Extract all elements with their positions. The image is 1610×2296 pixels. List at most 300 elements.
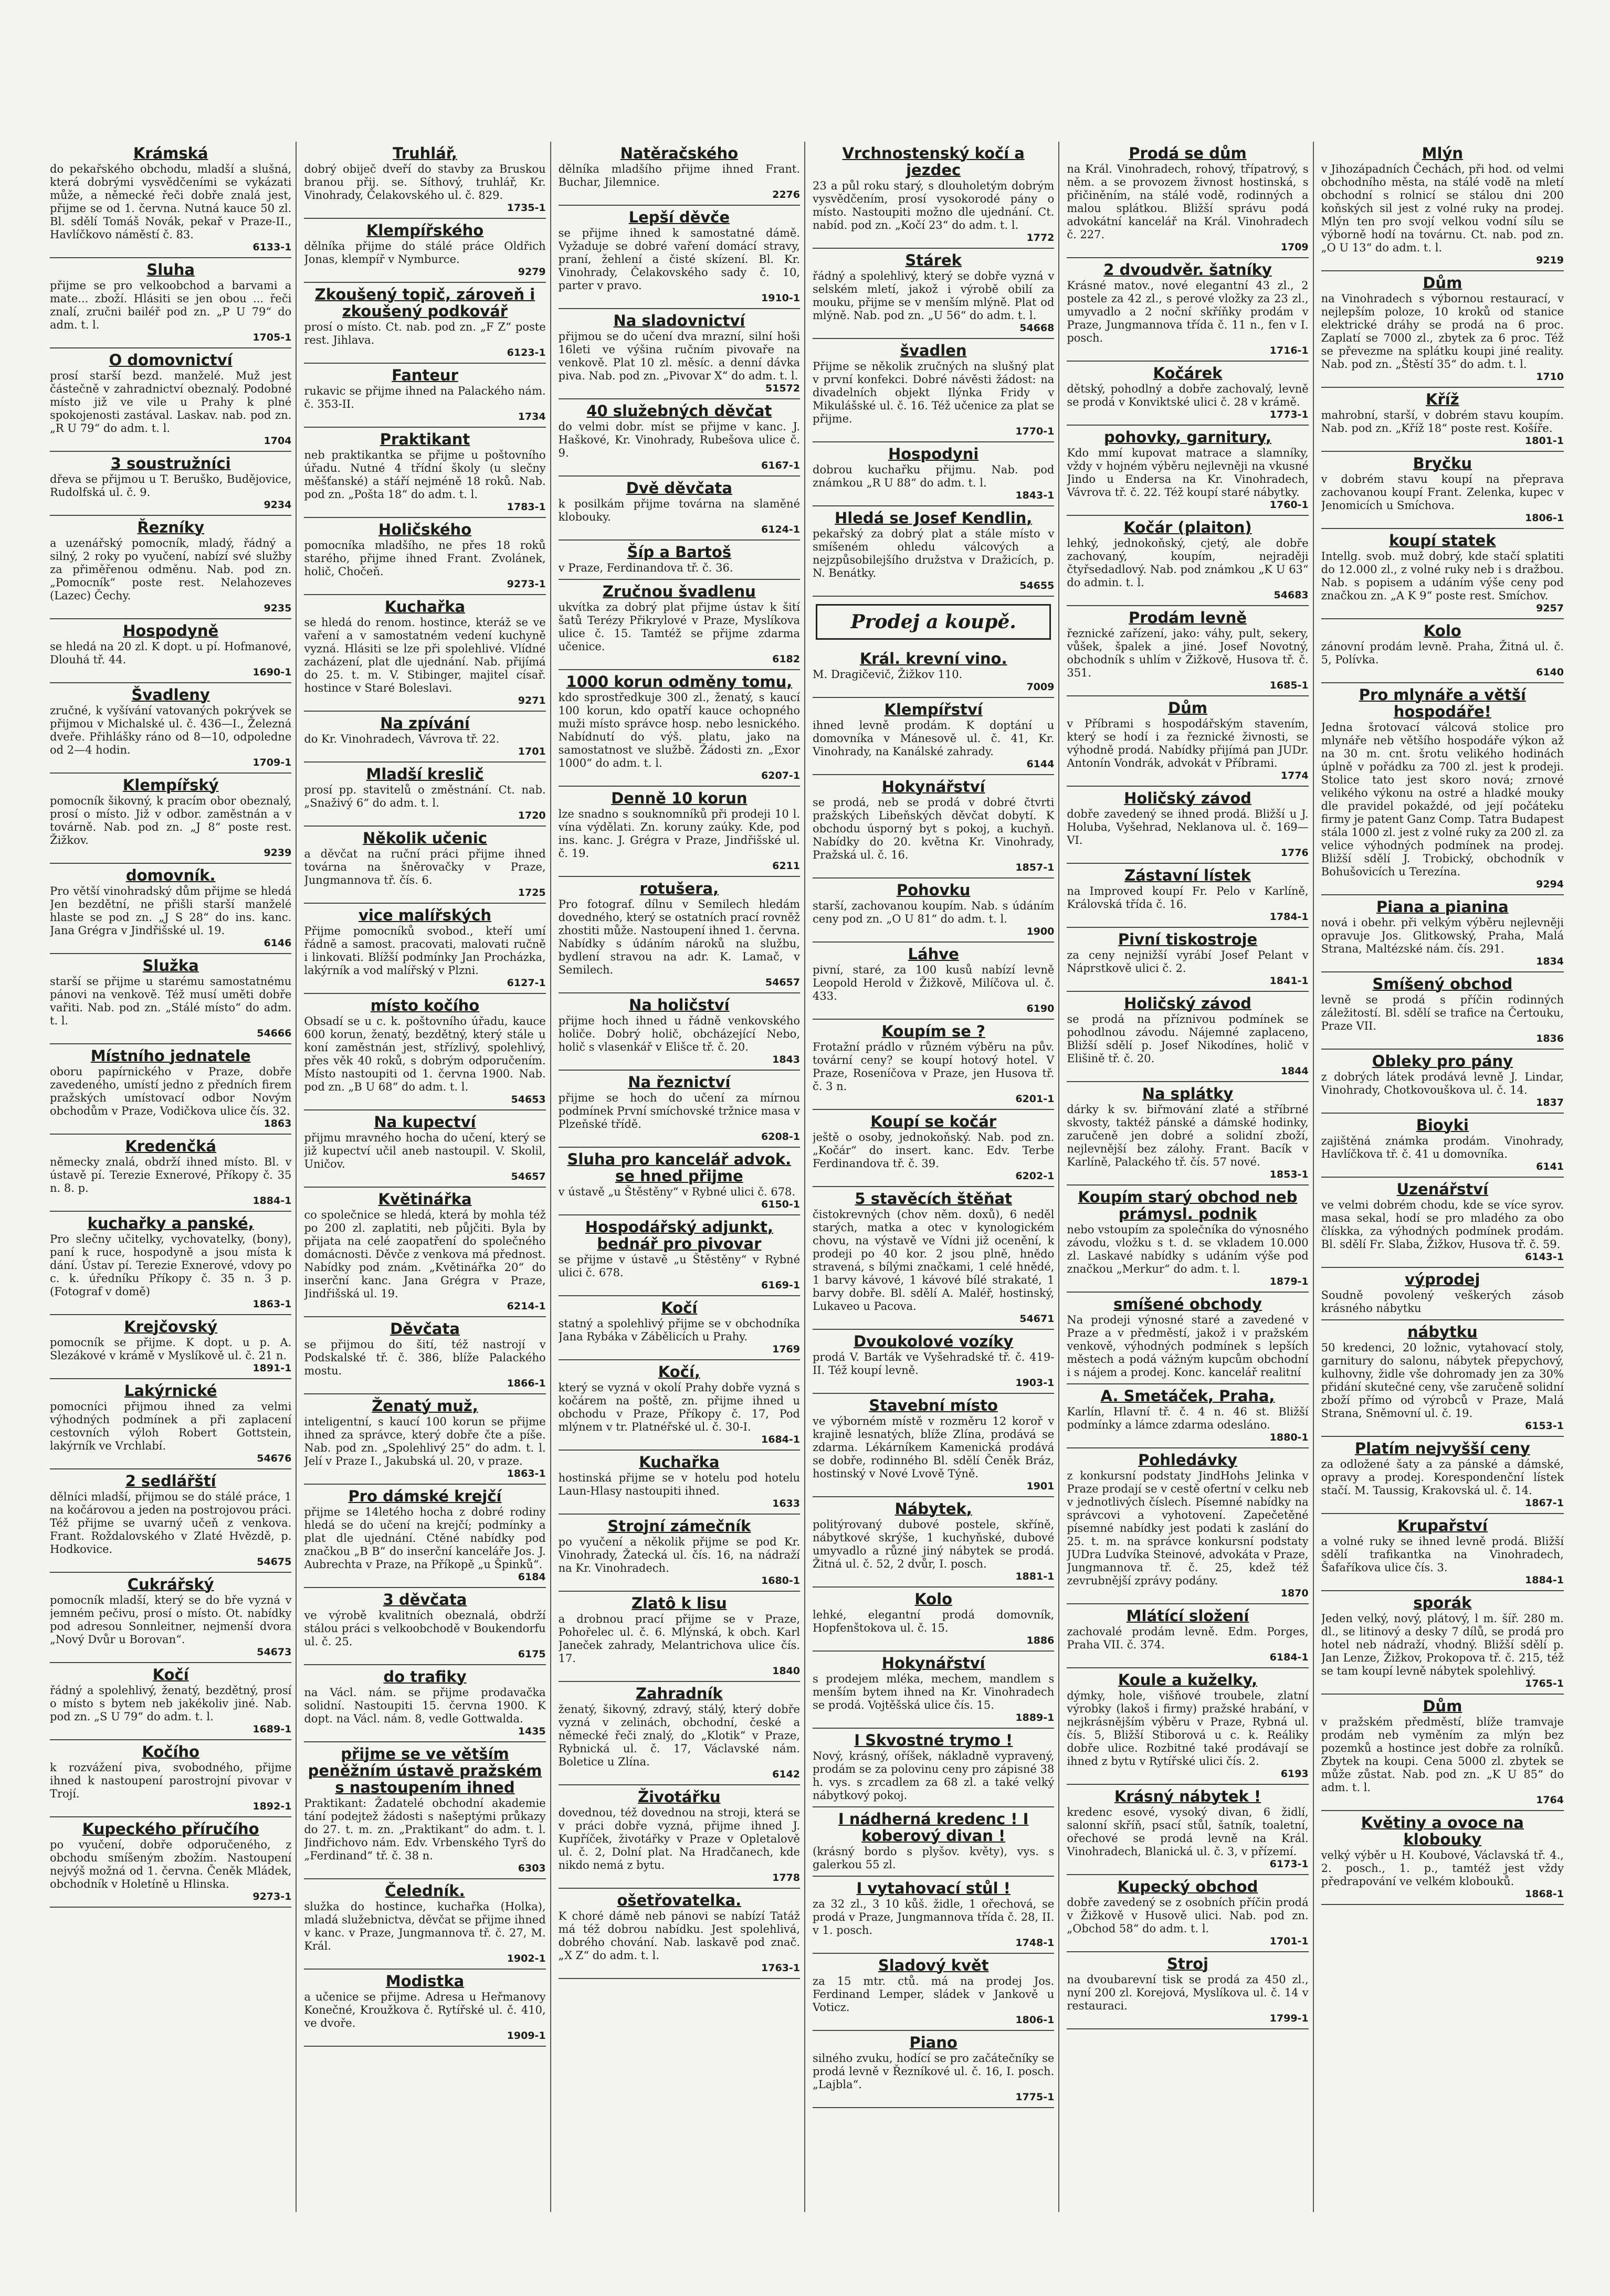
ad-reference-number: 6201-1 <box>1015 1093 1055 1105</box>
ad-reference-number: 1886 <box>1026 1635 1055 1646</box>
ad-text: oboru papírnického v Praze, dobře zavedeného, umístí jedno z předních firem pražských umístovací odbor Novým obchodům v Praze, Vodičkova ulice čís. 32. <box>50 1065 292 1117</box>
ad-heading: Uzenářství <box>1396 1180 1489 1198</box>
ad-heading: Kříž <box>1426 390 1459 408</box>
ad-heading: 3 děvčata <box>383 1591 467 1609</box>
ad-heading: výprodej <box>1405 1271 1480 1288</box>
classified-ad <box>813 698 1054 775</box>
ad-text: nová i obehr. při velkým výběru nejlevněji opravuje Jos. Glitkowský, Praha, Malá Strana, Maltézské nám. čís. 291. <box>1321 916 1564 955</box>
classified-ad <box>559 206 800 309</box>
ad-reference-number: 1680-1 <box>761 1575 800 1586</box>
ad-heading: Kredenčká <box>125 1137 216 1155</box>
ad-reference-number: 6207-1 <box>761 770 800 781</box>
ad-reference-number: 1889-1 <box>1015 1712 1055 1723</box>
classified-ad <box>304 994 545 1110</box>
ad-heading: Hledá se Josef Kendlin, <box>835 509 1033 527</box>
ad-text: lze snadno s souknomníků při prodeji 10 l. vína výdělati. Zn. koruny zaúky. Kde, pod ins. kanc. J. Grégra v Praze, Jindřišské ul. č. 19. <box>558 808 800 860</box>
ad-heading: Zkoušený topič, zároveň i zkoušený podkovář <box>314 285 535 320</box>
ad-heading: Kupeckého příručího <box>82 1820 259 1838</box>
ad-heading: Sluha pro kancelář advok. se hned přijme <box>567 1150 792 1185</box>
ad-heading: 1000 korun odměny tomu, <box>566 673 793 691</box>
ad-text: z konkursní podstaty JindHohs Jelinka v Praze prodají se v cestě ofertní v celku neb v jednotlivých číslech. Písemné nabídky na správcovi a vyhotovení. Zapečetěné písemné nabídky jest podati k zaslání do 25. t. m. na správce konkursní podstaty JUDra Ludvíka Steinové, advokáta v Praze, Jungmannova tř. č. 25, kdež též zevrubnější zprávy podány. <box>1067 1469 1309 1587</box>
ad-reference-number: 1760-1 <box>1269 499 1309 511</box>
ad-text: se přijme v ústavě „u Štěstěny“ v Rybné ulici č. 678. <box>558 1253 800 1279</box>
ad-text: pomocníka mladšího, ne přes 18 roků starého, přijme ihned Frant. Zvolánek, holič, Chočeň. <box>304 539 546 578</box>
ad-heading: Prodám levně <box>1129 609 1247 627</box>
ad-heading: 2 sedlářští <box>125 1472 216 1490</box>
classified-ad <box>304 1588 545 1665</box>
classified-ad <box>559 541 800 580</box>
ad-reference-number: 1690-1 <box>252 666 292 678</box>
ad-text: se prodá na příznivou podmínek se pohodlnou závodu. Nájemné zaplaceno, Bližší sdělí p. Josef Nikodínes, holič v Elišině tř. č. 20. <box>1067 1013 1309 1065</box>
ad-text: dobrý obiječ dveří do stavby za Bruskou branou přij. se. Síthový, truhlář, Kr. Vinohrady, Čelakovského ul. č. 829. <box>304 163 546 202</box>
ad-text: na Improved koupí Fr. Pelo v Karlíně, Královská třída č. 16. <box>1067 885 1309 911</box>
ad-reference-number: 6193 <box>1280 1768 1309 1780</box>
ad-heading: smíšené obchody <box>1113 1295 1262 1313</box>
ad-text: dělníka mladšího přijme ihned Frant. Buchar, Jilemnice. <box>558 163 800 188</box>
classified-ad <box>813 1729 1054 1807</box>
classified-ad <box>50 258 291 348</box>
classified-ad <box>1067 1293 1308 1384</box>
ad-text: pivní, staré, za 100 kusů nabízí levně Leopold Herold v Žižkově, Milíčova ul. č. 433. <box>813 964 1055 1002</box>
ad-reference-number: 1734 <box>518 411 546 422</box>
ad-reference-number: 1701-1 <box>1269 1935 1309 1947</box>
ad-heading: Koule a kuželky, <box>1118 1671 1258 1689</box>
ad-reference-number: 54655 <box>1019 580 1055 591</box>
ad-reference-number: 9273-1 <box>507 578 546 590</box>
ad-text: přijmu mravného hocha do učení, který se již kupectví učil aneb nastoupil. V. Skolil, Uničov. <box>304 1131 546 1170</box>
ad-heading: Vrchnostenský kočí a jezdec <box>842 144 1025 179</box>
ad-text: Na prodeji výnosné staré a zavedené v Praze a v předměstí, jakož i v pražském venkově, výhodných podmínek s lepších městech a podá vážným kupcům obchodní i s nájem a prodej. Konc. kancelář realitní <box>1067 1314 1309 1379</box>
ad-text: starší, zachovanou koupím. Nab. s údáním ceny pod zn. „O U 81“ do adm. t. l. <box>813 900 1055 925</box>
ad-heading: kuchařky a panské, <box>87 1214 254 1232</box>
ad-heading: Kolo <box>1423 622 1461 640</box>
ad-heading: Pivní tiskostroje <box>1118 930 1258 948</box>
ad-heading: Několik učenic <box>363 829 487 847</box>
ad-reference-number: 1776 <box>1280 847 1309 859</box>
ad-heading: Platím nejvyšší ceny <box>1354 1440 1530 1457</box>
classified-ad <box>1067 928 1308 992</box>
ad-reference-number: 6127-1 <box>507 977 546 989</box>
classified-ad <box>1067 696 1308 787</box>
ad-text: pomocník šikovný, k pracím obor obeznalý, prosí o místo. Již v odbor. zaměstnán a v továrně. Nab. pod zn. „J 8“ poste rest. Žižkov. <box>50 795 292 847</box>
ad-text: K choré dámě neb pánovi se nabízí Tatáž má též dobrou nabídku. Jest spolehlivá, dobrého chování. Nab. laskavě pod znač. „X Z“ do adm. t. l. <box>558 1910 800 1962</box>
ad-reference-number: 54666 <box>257 1028 292 1039</box>
ad-reference-number: 1774 <box>1280 770 1309 781</box>
ad-heading: Krámská <box>133 144 208 162</box>
classified-ad <box>1321 1178 1564 1268</box>
ad-heading: Koupí se kočár <box>870 1113 997 1130</box>
ad-heading: Kočí <box>152 1666 189 1684</box>
ad-text: Kdo mmí kupovat matrace a slamníky, vždy v hojném výběru nejlevněji na vkusné Jindo u Endersa na Kr. Vinohradech, Vávrova tř. č. 22. Též koupí staré nábytky. <box>1067 447 1309 499</box>
ad-heading: Hokynářství <box>881 778 985 796</box>
ad-reference-number: 1764 <box>1536 1794 1564 1806</box>
ad-heading: Krásný nábytek ! <box>1114 1787 1261 1805</box>
classified-ad <box>559 1592 800 1682</box>
classified-ad <box>50 516 291 619</box>
ad-text: silného zvuku, hodící se pro začátečníky se prodá levně v Řezníkové ul. č. 16, I. posch. „Lajbla“. <box>813 2052 1055 2091</box>
classified-ad <box>1067 1186 1308 1293</box>
ad-text: přijme se hoch do učení za mírnou podmínek První smíchovské tržnice masa v Plzeňské třídě. <box>558 1092 800 1130</box>
ad-reference-number: 6184-1 <box>1269 1652 1309 1663</box>
ad-reference-number: 1841-1 <box>1269 975 1309 987</box>
classified-ad <box>1321 529 1564 619</box>
ad-reference-number: 9271 <box>518 695 546 706</box>
classified-ad <box>813 1020 1054 1110</box>
ad-heading: Zahradník <box>635 1685 723 1702</box>
ad-heading: Lakýrnické <box>124 1382 217 1400</box>
classified-ad <box>813 1588 1054 1652</box>
ad-text: Intellg. svob. muž dobrý, kde stačí splatiti do 12.000 zl., z volné ruky neb i s dražbou. Nab. s popisem a udáním výše ceny pod značkou zn. „A K 9“ poste rest. Smíchov. <box>1321 550 1564 602</box>
ad-reference-number: 1735-1 <box>507 202 546 214</box>
classified-ad <box>1067 1384 1308 1448</box>
classified-ad <box>304 1742 545 1879</box>
ad-reference-number: 1857-1 <box>1015 862 1055 873</box>
classified-ad <box>1067 1875 1308 1952</box>
ad-text: prosí pp. stavitelů o změstnání. Ct. nab. „Snaživý 6“ do adm. t. l. <box>304 784 546 809</box>
ad-heading: Dvě děvčata <box>626 479 732 497</box>
ad-text: po vyučení a několik přijme se pod Kr. Vinohrady, Žatecká ul. čís. 16, na nádraží na Kr. Vinohradech. <box>558 1536 800 1574</box>
ad-heading: Holičský závod <box>1124 994 1251 1012</box>
ad-text: dobrou kuchařku přijmu. Nab. pod známkou „R U 88“ do adm. t. l. <box>813 463 1055 489</box>
ad-heading: Kočího <box>142 1743 199 1761</box>
ad-reference-number: 54657 <box>765 977 800 988</box>
ad-reference-number: 6133-1 <box>252 241 292 253</box>
ad-text: se prodá, neb se prodá v dobré čtvrti pražských Libeňských děvčat dobytí. K obchodu úsporný byt s pokoj, a kuchyň. Nabídky do 20. května Kr. Vinohrady, Pražská ul. č. 16. <box>813 796 1055 861</box>
ad-text: za odložené šaty a za pánské a dámské, opravy a prodej. Korespondenční lístek stačí. M. Taussig, Krakovská ul. č. 14. <box>1321 1458 1564 1497</box>
classified-ad <box>50 619 291 683</box>
classified-ad <box>1321 1514 1564 1591</box>
classified-ad <box>50 1663 291 1740</box>
ad-text: přijme se 14letého hocha z dobré rodiny hledá se do učení na krejčí; podmínky a plat dle ujednání. Ctěné nabídky pod značkou „B B“ do inserční kanceláře Jos. J. Aubrechta v Praze, na Příkopě „u Špinků“. <box>304 1506 546 1571</box>
ad-reference-number: 1863 <box>264 1118 292 1129</box>
ad-heading: koupí statek <box>1389 532 1496 549</box>
ad-heading: Holičský závod <box>1124 789 1251 807</box>
ad-heading: Klempířský <box>122 776 219 794</box>
classified-ad <box>813 506 1054 597</box>
ad-text: Přijme pomocníků svobod., kteří umí řádně a samost. pracovati, malovati ručně i linkovati. Blížší podmínky Jan Procházka, lakýrník a vod malířský v Plzni. <box>304 925 546 977</box>
ad-heading: Piano <box>909 2034 957 2051</box>
ad-reference-number: 1901 <box>1026 1480 1055 1492</box>
ad-heading: Pro dámské krejčí <box>348 1487 502 1505</box>
ad-heading: Kuchařka <box>384 598 466 616</box>
ad-heading: Prodá se dům <box>1129 144 1247 162</box>
ad-heading: Truhlář, <box>393 144 457 162</box>
ad-reference-number: 1853-1 <box>1269 1169 1309 1180</box>
ad-reference-number: 1725 <box>518 887 546 898</box>
ad-heading: Kolo <box>914 1590 953 1608</box>
classified-ad <box>1321 452 1564 529</box>
ad-reference-number: 1689-1 <box>252 1723 292 1735</box>
ad-text: Krásné matov., nové elegantní 43 zl., 2 postele za 42 zl., s perové vložky za 23 zl., umyvadlo a 2 noční skříňky prodám v Praze, Jungmannova třída č. 11 n., fen v I. posch. <box>1067 279 1309 344</box>
ad-reference-number: 1840 <box>772 1665 800 1677</box>
classified-ad <box>304 219 545 283</box>
ad-text: a drobnou prací přijme se v Praze, Pohořelec ul. č. 6. Mlýnská, k obch. Karl Janeček zahrady, Melantrichova ulice čís. 17. <box>558 1613 800 1665</box>
classified-ad <box>559 993 800 1071</box>
classified-ad <box>813 249 1054 339</box>
classified-ad <box>559 1071 800 1148</box>
classified-ad <box>304 712 545 763</box>
ad-text: Praktikant: Žadatelé obchodní akademie tání podejtež žádosti s našeptými průkazy do 27. t. m. zn. „Praktikant“ do adm. t. l. Jindřichovo nám. Edv. Vrbenského Tyrš do „Ferdinand“ tř. č. 38 n. <box>304 1797 546 1862</box>
ad-reference-number: 1773-1 <box>1269 409 1309 420</box>
ad-text: přijmou se do učení dva mrazní, silní hoši 16leti ve výšina ručním pivovaře na venkově. Plat 10 zl. měsíc. a denní dávka piva. Nab. pod zn. „Pivovar X“ do adm. t. l. <box>558 330 800 382</box>
classified-ad <box>50 954 291 1044</box>
column-2 <box>304 142 551 2212</box>
classified-ad <box>1067 1448 1308 1604</box>
ad-text: ženatý, šikovný, zdravý, stálý, který dobře vyzná v zelinách, obchodní, české a německé řeči znalý, do „Klotik“ v Praze, Rybnická ul. č. 17, Václavské nám. Boletice u Zlína. <box>558 1703 800 1768</box>
classified-ad <box>559 1451 800 1515</box>
ad-reference-number: 1868-1 <box>1525 1888 1564 1900</box>
ad-text: Pro větší vinohradský dům přijme se hledá Jen bezdětní, ne přišli starší manželé hlaste se pod zn. „J S 28“ do ins. kanc. Jana Grégra v Jindřišské ul. 19. <box>50 885 292 937</box>
ad-reference-number: 1709-1 <box>252 757 292 768</box>
ad-text: řeznické zařízení, jako: váhy, pult, sekery, vůšek, špalek a jiné. Josef Novotný, obchodník s uhlím v Žižkově, Husova tř. č. 351. <box>1067 627 1309 679</box>
classified-ad <box>813 647 1054 698</box>
ad-heading: nábytku <box>1407 1323 1478 1341</box>
ad-reference-number: 9234 <box>264 499 292 511</box>
ad-reference-number: 1770-1 <box>1015 426 1055 437</box>
classified-ad <box>559 1215 800 1296</box>
ad-reference-number: 6175 <box>518 1648 546 1660</box>
ad-heading: Láhve <box>908 945 959 963</box>
ad-heading: Květinářka <box>378 1190 472 1208</box>
ad-reference-number: 9219 <box>1536 255 1564 266</box>
ad-reference-number: 6140 <box>1536 666 1564 678</box>
classified-ad <box>1321 895 1564 972</box>
classified-ad <box>50 142 291 258</box>
ad-reference-number: 54668 <box>1019 322 1055 334</box>
ad-heading: Hospodyně <box>123 622 219 640</box>
ad-text: řádný a spolehlivý, který se dobře vyzná v selském mletí, jakož i výrobě obilí za mouku, přijme se v menším mlýně. Plat od mlýně. Nab. pod zn. „U 56“ do adm. t. l. <box>813 270 1055 322</box>
ad-text: v dobrém stavu koupí na přeprava zachovanou koupí Frant. Zelenka, kupec v Jenomicích u Smíchova. <box>1321 473 1564 512</box>
classified-ad <box>813 142 1054 249</box>
ad-text: lehký, jednokoňský, cjetý, ale dobře zachovaný, koupím, nejraději čtyřsedadlový. Nab. pod známkou „K U 63“ do admin. t. l. <box>1067 537 1309 589</box>
column-1 <box>50 142 297 2212</box>
ad-heading: I nádherná kredenc ! I koberový divan ! <box>838 1810 1029 1845</box>
ad-heading: Denně 10 korun <box>611 789 748 807</box>
ad-heading: Modistka <box>385 1972 465 1990</box>
classified-ad <box>50 348 291 452</box>
ad-reference-number: 6182 <box>772 653 800 665</box>
classified-ad <box>304 1970 545 2047</box>
ad-text: kdo sprostředkuje 300 zl., ženatý, s kaucí 100 korun, kdo opatří kauce ochopného muži místo správce hosp. nebo lesnického. Nabídnutí do výš. platu, jako na samostatnost ve službě. Žádosti zn. „Exor 1000“ do adm. t. l. <box>558 691 800 769</box>
ad-reference-number: 6146 <box>264 937 292 949</box>
classified-ad <box>50 864 291 954</box>
classified-ad <box>304 1188 545 1317</box>
classified-ad <box>1321 1811 1564 1905</box>
ad-heading: Klempířství <box>884 701 983 718</box>
ad-text: Frotažní prádlo v různém výběru na pův. tovární ceny? se koupí hotový hotel. V Praze, Roseníčova v Praze, jen Husova tř. č. 3 n. <box>813 1041 1055 1093</box>
ad-reference-number: 1836 <box>1536 1033 1564 1044</box>
ad-reference-number: 54657 <box>511 1171 546 1182</box>
classified-ad <box>813 1187 1054 1330</box>
ad-heading: místo kočího <box>370 997 480 1014</box>
ad-text: zajištěná známka prodám. Vinohrady, Havlíčkova tř. č. 41 u domovníka. <box>1321 1135 1564 1160</box>
ad-reference-number: 1870 <box>1280 1588 1309 1599</box>
ad-heading: Dům <box>1423 274 1462 292</box>
ad-text: na Král. Vinohradech, rohový, třípatrový, s něm. a se provozem živnost hostinská, s přičiněním, na stálé vodě, rodinných a malou splátkou. Bližší správu podá advokátní kancelář na Král. Vinohradech č. 227. <box>1067 163 1309 241</box>
ad-heading: Hospodářský adjunkt, bednář pro pivovar <box>585 1218 773 1253</box>
ad-text: statný a spolehlivý přijme se v obchodníka Jana Rybáka v Zábělicích u Prahy. <box>558 1317 800 1343</box>
ad-text: dobře zavedený se z osobních příčin prodá v Žižkově v Husově ulici. Nab. pod zn. „Obchod 58“ do adm. t. l. <box>1067 1896 1309 1935</box>
classified-ad <box>559 142 800 206</box>
ad-text: v pražském předměstí, blíže tramvaje prodám neb vyměním za mlýn bez pozemků a hostince jest dobře za rolníků. Zbytek na koupi. Cena 5000 zl. zbytek se může zůstat. Nab. pod zn. „K U 85“ do adm. t. l. <box>1321 1716 1564 1794</box>
ad-heading: do trafiky <box>383 1668 467 1686</box>
ad-text: dobře zavedený se ihned prodá. Bližší u J. Holuba, Vyšehrad, Neklanova ul. č. 169—VI. <box>1067 808 1309 847</box>
ad-text: v Jihozápadních Čechách, při hod. od velmi obchodního města, na stálé vodě na mletí obchodní s rolnicí se stálou dni 200 koňských sil jest z volné ruky na prodej. Mlýn ten pro svojí velkou vodní sílu se výborně hodí na továrnu. Ct. nab. pod zn. „O U 13“ do adm. t. l. <box>1321 163 1564 254</box>
ad-reference-number: 6303 <box>518 1863 546 1874</box>
ad-reference-number: 1909-1 <box>507 2030 546 2041</box>
ad-heading: I Skvostné trymo ! <box>854 1731 1013 1749</box>
ad-heading: Švadleny <box>131 686 210 704</box>
ad-reference-number: 1910-1 <box>761 292 800 304</box>
ad-reference-number: 1778 <box>772 1872 800 1884</box>
ad-heading: rotušera, <box>639 880 719 897</box>
ad-text: se hledá na 20 zl. K dopt. u pí. Hofmanové, Dlouhá tř. 44. <box>50 640 292 666</box>
ad-text: Nový, krásný, oříšek, nákladně vypravený, prodám se za polovinu ceny pro zápisné 38 h. vys. s zrcadlem za 68 zl. a také velký nábytkový pokoj. <box>813 1750 1055 1802</box>
ad-text: inteligentní, s kaucí 100 korun se přijme ihned za správce, který dobře čte a píše. Nab. pod zn. „Spolehlivý 25“ do adm. t. l. Jelí v Praze I., Jakubská ul. 20, v praze. <box>304 1415 546 1467</box>
classified-ad <box>559 1360 800 1451</box>
classified-ad <box>559 309 800 399</box>
ad-heading: Sluha <box>146 261 195 279</box>
classified-ad <box>304 283 545 364</box>
ad-text: zánovní prodám levně. Praha, Žitná ul. č. 5, Polívka. <box>1321 640 1564 666</box>
ad-text: lehké, elegantní prodá domovník, Hopfenštokova ul. č. 15. <box>813 1609 1055 1634</box>
ad-reference-number: 1900 <box>1026 926 1055 937</box>
ad-reference-number: 9257 <box>1536 602 1564 614</box>
ad-text: prosí starší bezd. manželé. Muž jest částečně v zahradnictví obeznalý. Podobné místo již ve vile u Prahy k plné spokojenosti zastával. Laskav. nab. pod zn. „R U 79“ do adm. t. l. <box>50 369 292 435</box>
ad-reference-number: 1892-1 <box>252 1801 292 1812</box>
ad-heading: Na sladovnictví <box>613 312 745 330</box>
classified-ad <box>813 1954 1054 2031</box>
classified-ad <box>559 1148 800 1215</box>
ad-text: M. Dragičevič, Žižkov 110. <box>813 668 963 681</box>
ad-text: k posilkám přijme továrna na slaměné klobouky. <box>558 498 800 523</box>
ad-text: s prodejem mléka, mechem, mandlem s menším bytem ihned na Kr. Vinohradech se prodá. Vojtěšská ulice čís. 15. <box>813 1673 1055 1711</box>
ad-reference-number: 1884-1 <box>252 1195 292 1207</box>
classified-ad <box>304 1394 545 1485</box>
ad-reference-number: 1881-1 <box>1015 1571 1055 1582</box>
classified-ad <box>813 2031 1054 2108</box>
ad-heading: Dvoukolové vozíky <box>853 1332 1014 1350</box>
ad-text: dělníka přijme do stálé práce Oldřich Jonas, klempíř v Nymburce. <box>304 240 546 266</box>
ad-text: politýrovaný dubové postele, skříně, nábytkové skrýše, 1 kuchyňské, dubové umyvadlo a různé jiný nábytek se prodá. Žitná ul. č. 52, 2 dvůr, I. posch. <box>813 1518 1055 1570</box>
ad-heading: Král. krevní vino. <box>859 650 1007 668</box>
classified-ad <box>813 1807 1054 1877</box>
ad-text: za ceny nejnižší vyrábí Josef Pelant v Náprstkově ulici č. 2. <box>1067 949 1309 975</box>
ad-reference-number: 1844 <box>1280 1065 1309 1077</box>
ad-reference-number: 1684-1 <box>761 1434 800 1445</box>
ad-reference-number: 1701 <box>518 746 546 757</box>
ad-reference-number: 1799-1 <box>1269 2013 1309 2024</box>
ad-heading: Dům <box>1168 699 1207 717</box>
ad-heading: Hospodyni <box>888 445 979 463</box>
ad-reference-number: 54653 <box>511 1094 546 1105</box>
ad-reference-number: 1806-1 <box>1525 512 1564 524</box>
classified-ad <box>304 904 545 994</box>
ad-reference-number: 1902-1 <box>507 1953 546 1964</box>
ad-text: Jedna šrotovací válcová stolice pro mlynáře neb většího hospodáře výkon až na 30 m. cnt. šrotu velikého hodinách úplně v pořádku za 700 zl. jest k prodeji. Stolice tato jest skoro nová; zrnové velikého výkonu na ostré a hladké mouky dle pravidel pokaždé, od její počáteku firmy je patent Ganz Comp. Tatra Budapest stála 1000 zl. jest z volné ruky za 200 zl. za velice výhodných podmínek na prodej. Bližší sdělí J. Trobický, obchodník v Bohušovicích u Terezína. <box>1321 721 1564 878</box>
ad-text: v ústavě „u Štěstěny“ v Rybné ulici č. 678. <box>558 1186 796 1198</box>
ad-heading: Na řeznictví <box>628 1073 731 1091</box>
classified-ad <box>50 683 291 774</box>
classified-ad <box>1321 388 1564 452</box>
classified-ad <box>304 827 545 904</box>
classified-ad <box>813 339 1054 442</box>
ad-text: ještě o osoby, jednokoňský. Nab. pod zn. „Kočár“ do insert. kanc. Edv. Terbe Ferdinandova tř. č. 39. <box>813 1131 1055 1170</box>
ad-heading: Bryčku <box>1413 454 1472 472</box>
ad-reference-number: 1748-1 <box>1015 1937 1055 1949</box>
ad-reference-number: 6144 <box>1026 758 1055 770</box>
classified-ad <box>304 1485 545 1588</box>
ad-heading: přijme se ve větším peněžním ústavě pražském s nastoupením ihned <box>308 1745 542 1796</box>
ad-reference-number: 1763-1 <box>761 1962 800 1974</box>
classified-ad <box>1321 1437 1564 1514</box>
ad-heading: Stroj <box>1167 1955 1208 1973</box>
ad-heading: Nábytek, <box>895 1500 972 1518</box>
classified-ad <box>1067 864 1308 928</box>
ad-heading: Místního jednatele <box>90 1047 251 1065</box>
ad-heading: 3 soustružníci <box>110 454 231 472</box>
ad-heading: Mlýn <box>1422 144 1463 162</box>
ad-text: zachovalé prodám levně. Edm. Porges, Praha VII. č. 374. <box>1067 1625 1309 1651</box>
ad-text: a volné ruky se ihned levně prodá. Bližší sdělí trafikantka na Vinohradech, Šafaříkova ulice čís. 3. <box>1321 1535 1564 1574</box>
ad-reference-number: 7009 <box>1026 681 1055 693</box>
classified-ad <box>1321 1591 1564 1695</box>
ad-text: Karlín, Hlavní tř. č. 4 n. 46 st. Bližší podmínky a lámce zdarma odesláno. <box>1067 1405 1309 1431</box>
ad-reference-number: 1863-1 <box>507 1468 546 1479</box>
classified-ad <box>50 1573 291 1663</box>
ad-reference-number: 1891-1 <box>252 1362 292 1374</box>
ad-text: ve výborném místě v rozměru 12 koroř v krajině lesnatých, blíže Zlína, prodává se zdarma. Lékárníkem Kamenická prodává se dobře, rodinného Bl. sdělí Čeněk Bráz, hostinský v Nové Lvově Týně. <box>813 1415 1055 1480</box>
ad-reference-number: 1867-1 <box>1525 1497 1564 1509</box>
classified-ad <box>559 1296 800 1360</box>
classified-ad <box>559 1515 800 1592</box>
ad-text: levně se prodá s příčin rodinných záležitostí. Bl. sdělí se trafice na Čertouku, Praze VII. <box>1321 993 1564 1032</box>
column-6 <box>1321 142 1568 2212</box>
ad-heading: Natěračského <box>620 144 739 162</box>
ad-text: neb praktikantka se přijme u poštovního úřadu. Nutné 4 třídní školy (u slečny měšťanské) a stáří nejméně 18 roků. Nab. pod zn. „Pošta 18“ do adm. t. l. <box>304 449 546 501</box>
ad-text: kredenc esové, vysoký divan, 6 židlí, salonní skříň, psací stůl, šatník, toaletní, ořechové se prodá levně na Král. Vinohradech, Blanická ul. č. 3, v přízemí. <box>1067 1806 1309 1858</box>
classified-ad <box>559 1889 800 1979</box>
ad-heading: Strojní zámečník <box>607 1517 751 1535</box>
classified-ad <box>1321 1695 1564 1811</box>
ad-reference-number: 54671 <box>1019 1313 1055 1325</box>
classified-ad <box>1067 1952 1308 2029</box>
ad-heading: Bioyki <box>1416 1116 1469 1134</box>
classified-ad <box>50 1135 291 1212</box>
ad-heading: Koupím se ? <box>881 1022 985 1040</box>
ad-text: prodá V. Barták ve Vyšehradské tř. č. 419-II. Též koupí levně. <box>813 1351 1055 1377</box>
ad-heading: Koupím starý obchod neb prámysl. podnik <box>1078 1188 1298 1223</box>
classified-ad <box>50 1379 291 1469</box>
ad-heading: Cukrářský <box>127 1575 214 1593</box>
classified-columns <box>50 142 1568 2212</box>
classified-ad <box>559 670 800 787</box>
ad-text: se přijme ihned k samostatné dámě. Vyžaduje se dobré vaření domácí stravy, praní, žehlení a čisté skízení. Bl. Kr. Vinohrady, Čelakovského sady č. 10, parter v pravo. <box>558 227 800 292</box>
ad-reference-number: 1880-1 <box>1269 1432 1309 1443</box>
ad-text: po vyučení, dobře odporučeného, z obchodu smíšeným zbožím. Nastoupení nejvýš možná od 1. června. Čeněk Mládek, obchodník v Holetíně u Hlinska. <box>50 1838 292 1890</box>
classified-ad <box>304 364 545 428</box>
ad-reference-number: 6214-1 <box>507 1300 546 1312</box>
ad-reference-number: 1783-1 <box>507 501 546 513</box>
ad-reference-number: 1801-1 <box>1525 435 1564 447</box>
ad-text: 23 a půl roku starý, s dlouholetým dobrým vysvědčením, prosí vysokorodé pány o místo. Nastoupiti možno dle ujednání. Ct. nabíd. pod zn. „Kočí 23“ do adm. t. l. <box>813 179 1055 231</box>
ad-heading: sporák <box>1413 1594 1472 1612</box>
ad-heading: Zástavní lístek <box>1124 866 1251 884</box>
ad-reference-number: 6211 <box>772 860 800 872</box>
ad-text: hostinská přijme se v hotelu pod hotelu Laun-Hlasy nastoupiti ihned. <box>558 1472 800 1497</box>
ad-text: ve výrobě kvalitních obeznalá, obdrží stálou práci s velkoobchodě v Boukendorfu ul. č. 25. <box>304 1609 546 1648</box>
ad-reference-number: 6141 <box>1536 1161 1564 1172</box>
